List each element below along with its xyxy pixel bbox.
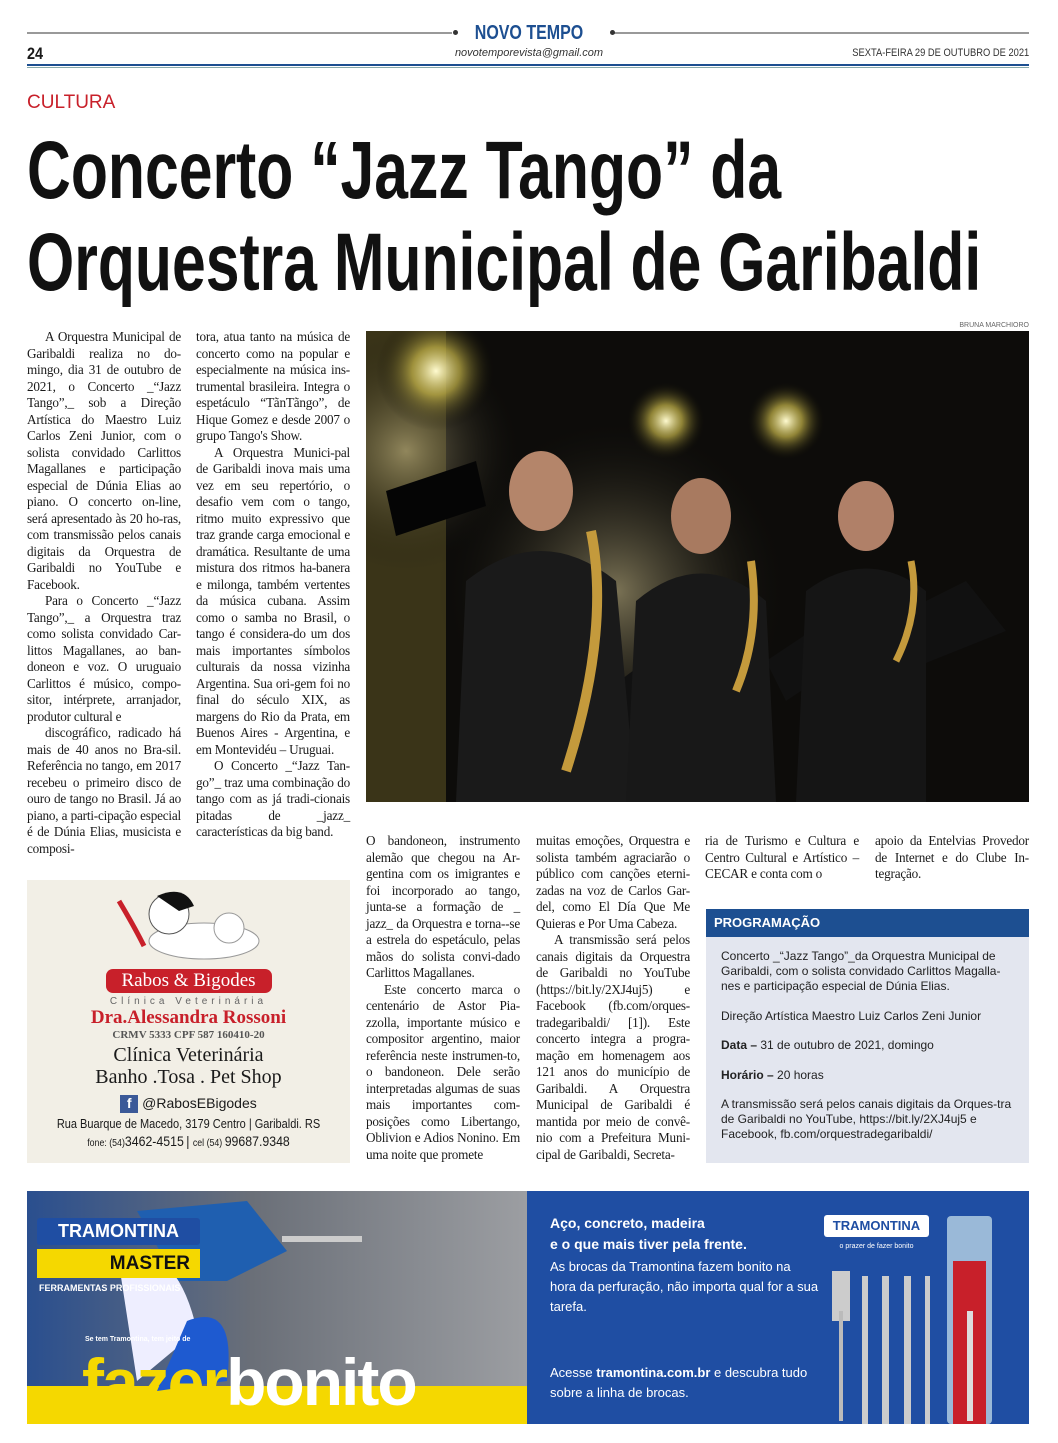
header-email: novotemporevista@gmail.com bbox=[454, 47, 604, 59]
tramontina-tagline: FERRAMENTAS PROFISSIONAIS bbox=[39, 1283, 181, 1293]
vet-subtitle: Clínica Veterinária bbox=[109, 996, 268, 1007]
vet-facebook[interactable] bbox=[27, 1095, 350, 1113]
vet-brand: Rabos & Bigodes bbox=[106, 969, 272, 993]
header-double-rule bbox=[27, 67, 1029, 68]
programacao-box bbox=[706, 909, 1029, 1163]
vet-address: Rua Buarque de Macedo, 3179 Centro | Garibaldi. RS bbox=[56, 1117, 321, 1132]
ad-headline: Aço, concreto, madeira e o que mais tiver pela frente. bbox=[550, 1215, 747, 1252]
phone-label: fone: (54) bbox=[87, 1138, 125, 1150]
article-column-3 bbox=[366, 833, 520, 1163]
paragraph: tora, atua tanto na música de concerto como na popular e especialmente na música ins-trumental brasileira. Integra o espetáculo “TãnTãngo”, de Hique Gomez e desde 2007 o grupo Tango's Show. bbox=[196, 329, 350, 443]
slogan-big: fazerbonito bbox=[82, 1345, 416, 1419]
programacao-data: Data – 31 de outubro de 2021, domingo bbox=[721, 1038, 934, 1052]
article-column-2 bbox=[196, 329, 350, 841]
paragraph: apoio da Entelvias Provedor de Internet e do Clube In-tegração. bbox=[875, 833, 1029, 881]
paragraph: A Orquestra Munici-pal de Garibaldi inova mais uma vez em seu repertório, o desafio vem com o tango, ritmo muito expressivo que traz grande carga emocional e dramática. Resultante de uma mistura dos ritmos ha-banera e milonga, também vertentes da música cubana. Assim como o samba no Brasil, o tango é considera-do um dos mais importantes símbolos culturais da nossa vizinha Argentina. Sua ori-gem foi no final do século XIX, as margens do Rio da Prata, em Buenos Aires - Argentina, e em Montevidéu – Uruguai. bbox=[196, 444, 350, 757]
headline-line-2: Orquestra Municipal de Garibaldi bbox=[27, 217, 982, 308]
facebook-icon: f bbox=[120, 1095, 138, 1113]
cel-label: cel (54) bbox=[192, 1138, 223, 1150]
tramontina-link[interactable]: tramontina.com.br bbox=[596, 1365, 711, 1380]
programacao-desc: Concerto _“Jazz Tango”_da Orquestra Municipal de Garibaldi, com o solista convidado Carlittos Magalla-nes e participação especial de Dúnia Elias. bbox=[721, 949, 1001, 993]
paragraph: discográfico, radicado há mais de 40 anos no Bra-sil. Referência no tango, em 2017 recebeu o primeiro disco de ouro de tango no Brasil. Já ao piano, a parti-cipação especial é de Dúnia Elias, musicista e composi- bbox=[27, 725, 181, 856]
paragraph: Para o Concerto _“Jazz Tango”,_ a Orquestra traz como solista convidado Car-littos Magallanes, ao ban-doneon e voz. O uruguaio Carlittos é músico, compo-sitor, intérprete, arranjador, produtor cultural e bbox=[27, 593, 181, 724]
master-logo: MASTER bbox=[37, 1249, 200, 1278]
header-date: SEXTA-FEIRA 29 DE OUTUBRO DE 2021 bbox=[851, 47, 1029, 59]
page-number: 24 bbox=[27, 44, 44, 63]
section-label: CULTURA bbox=[27, 92, 116, 113]
headline-line-1: Concerto “Jazz Tango” da bbox=[27, 125, 782, 216]
vet-doctor: Dra.Alessandra Rossoni bbox=[90, 1007, 287, 1028]
masthead: NOVO TEMPO bbox=[474, 22, 584, 44]
article-column-4 bbox=[536, 833, 690, 1163]
article-column-6 bbox=[875, 833, 1029, 883]
ad-body: As brocas da Tramontina fazem bonito na hora da perfuração, não importa qual for a sua tarefa. bbox=[550, 1259, 819, 1314]
paragraph: A Orquestra Municipal de Garibaldi realiza no do-mingo, dia 31 de outubro de 2021, o Concerto _“Jazz Tango”,_ sob a Direção Artística do Maestro Luiz Carlos Zeni Junior, com o solista convidado Carlittos Magallanes e participação especial de Dúnia Elias ao piano. O concerto on-line, será apresentado às 20 ho-ras, com transmissão pelos canais digitais da Orquestra de Garibaldi no YouTube e Facebook. bbox=[27, 329, 181, 592]
programacao-horario: Horário – 20 horas bbox=[721, 1067, 824, 1082]
paragraph: A transmissão será pelos canais digitais da Orquestra de Garibaldi no YouTube (https://bit.ly/2XJ4uj5) e Facebook (fb.com/orques-tradegaribaldi/ [1]). Este concerto integra a progra-mação em homenagem aos 121 anos do município de Garibaldi. A Orquestra Municipal de Garibaldi é mantida por meio de convê-nio com a Prefeitura Muni-cipal de Garibaldi, Secreta- bbox=[536, 932, 690, 1162]
vet-clinic-ad[interactable] bbox=[27, 880, 350, 1163]
programacao-title: PROGRAMAÇÃO bbox=[706, 909, 1029, 937]
slogan-small: Se tem Tramontina, tem jeito de bbox=[85, 1336, 191, 1343]
header-double-rule bbox=[27, 64, 1029, 66]
concert-photo bbox=[366, 331, 1029, 802]
paragraph: muitas emoções, Orquestra e solista também agraciarão o público com canções eterni-zadas na voz de Carlos Gar-del, como El Día Que Me Quieras e Por Uma Cabeza. bbox=[536, 833, 690, 931]
facebook-handle: @RabosEBigodes bbox=[142, 1095, 257, 1111]
tramontina-ad[interactable] bbox=[27, 1191, 1029, 1424]
phone: 3462-4515 bbox=[124, 1133, 184, 1150]
paragraph: O Concerto _“Jazz Tan-go”_ traz uma combinação do tango com as já tradi-cionais pitadas de _jazz_ características da big band. bbox=[196, 758, 350, 839]
paragraph: ria de Turismo e Cultura e Centro Cultural e Artístico – CECAR e conta com o bbox=[705, 833, 859, 881]
dog-and-cat-logo-icon bbox=[109, 886, 269, 964]
ad-cta: Acesse tramontina.com.br e descubra tudo sobre a linha de brocas. bbox=[550, 1365, 808, 1400]
programacao-direcao: Direção Artística Maestro Luiz Carlos Zeni Junior bbox=[721, 1008, 982, 1023]
photo-credit: BRUNA MARCHIORO bbox=[959, 322, 1029, 329]
tramontina-logo: TRAMONTINA bbox=[37, 1218, 200, 1245]
article-column-5 bbox=[705, 833, 859, 883]
article-column-1 bbox=[27, 329, 181, 857]
logo-tagline: o prazer de fazer bonito bbox=[839, 1243, 914, 1250]
vet-phones: fone: (54)3462-4515 | cel (54) 99687.9348 bbox=[87, 1133, 290, 1150]
tramontina-logo-right: TRAMONTINA bbox=[824, 1215, 929, 1237]
cel: 99687.9348 bbox=[224, 1133, 290, 1150]
orchestra-illustration bbox=[366, 331, 1029, 802]
paragraph: O bandoneon, instrumento alemão que chegou na Ar-gentina com os imigrantes e foi incorporado ao tango, junta-se a formação de _ jazz_ da Orquestra e torna--se a estrela do espetáculo, pelas mãos do solista convi-dado Carlittos Magallanes. bbox=[366, 833, 520, 980]
vet-services-1: Clínica Veterinária bbox=[113, 1044, 264, 1066]
vet-services-2: Banho .Tosa . Pet Shop bbox=[95, 1066, 282, 1088]
vet-registry: CRMV 5333 CPF 587 160410-20 bbox=[112, 1029, 265, 1041]
programacao-transmissao: A transmissão será pelos canais digitais da Orques-tra de Garibaldi no YouTube, https://bit.ly/2XJ4uj5 e Facebook, fb.com/orquestradegaribaldi/ bbox=[721, 1097, 1012, 1141]
paragraph: Este concerto marca o centenário de Astor Pia-zzolla, importante músico e compositor argentino, maior referência neste instrumen-to, o bandoneon. Dele serão interpretadas algumas de suas mais importantes com-posições como Libertango, Oblivion e Adios Nonino. Em uma noite que promete bbox=[366, 981, 520, 1162]
drill-bits-icon bbox=[827, 1211, 1027, 1424]
